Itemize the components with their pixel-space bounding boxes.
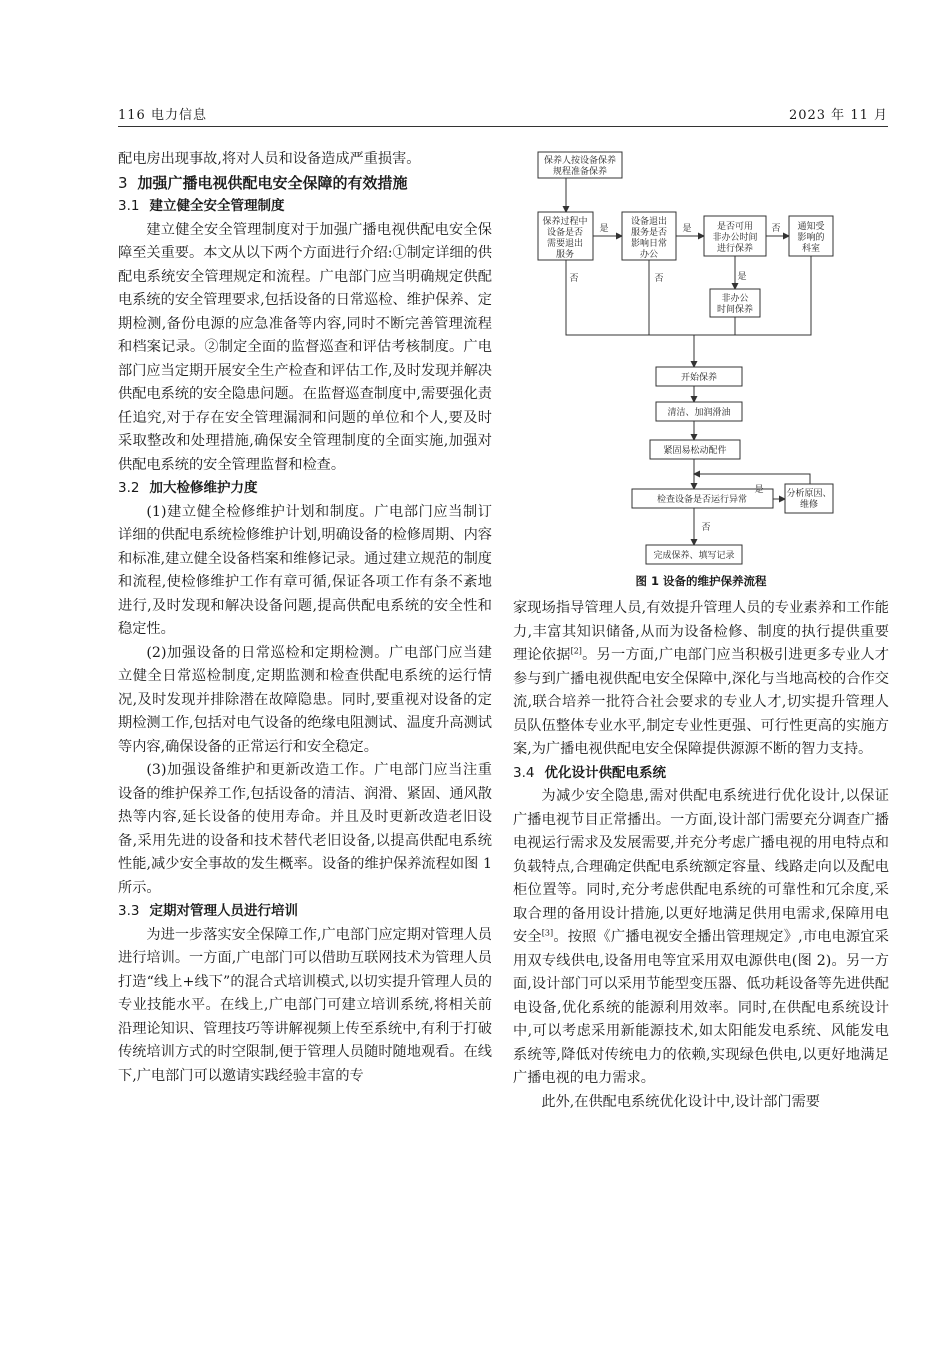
flowchart-svg [513,138,889,570]
no-label: 否 [654,274,664,284]
flow-node-label: 服务是否 [630,228,668,238]
subsection-number: 3.3 [118,903,140,919]
flow-node-label: 影响的 [797,233,825,243]
right-column [513,597,889,1114]
flow-node-label: 通知受 [797,222,825,232]
merge-line [566,256,811,335]
running-header-left: 116 电力信息 [118,108,207,123]
section-heading [118,172,492,196]
subsection-heading [118,900,492,924]
flow-node-label: 清洁、加润滑油 [667,408,731,418]
paragraph: 建立健全安全管理制度对于加强广播电视供配电安全保障至关重要。本文从以下两个方面进行介绍:①制定详细的供配电系统安全管理规定和流程。广电部门应当明确规定供配电系统的安全管理要求,包括设备的日常巡检、维护保养、定期检测,备份电源的应急准备等内容,同时不断完善管理流程和档案记录。②制定全面的监督巡查和评估考核制度。广电部门应当定期开展安全生产检查和评估工作,及时发现并解决供配电系统的安全隐患问题。在监督巡查制度中,需要强化责任追究,对于存在安全管理漏洞和问题的单位和个人,要及时采取整改和处理措施,确保安全管理制度的全面实施,加强对供配电系统的安全管理监督和检查。 [118,221,492,473]
flow-node-label: 紧固易松动配件 [663,446,727,456]
flow-node-label: 进行保养 [716,244,754,254]
flow-node-label: 设备退出 [630,217,668,227]
paragraph: (1)建立健全检修维护计划和制度。广电部门应当制订详细的供配电系统检修维护计划,明确设备的检修周期、内容和标准,建立健全设备档案和维修记录。通过建立规范的制度和流程,使检修维护工作有章可循,保证各项工作有条不紊地进行,及时发现和解决设备问题,提高供配电系统的安全性和稳定性。 [118,503,492,637]
paragraph: 配电房出现事故,将对人员和设备造成严重损害。 [118,151,421,167]
paragraph-text: 。另一方面,广电部门应当积极引进更多专业人才参与到广播电视供配电安全保障中,深化与当地高校的合作交流,联合培养一批符合社会要求的专业人才,切实提升管理人员队伍整体专业水平,制定专业性更强、可行性更高的实施方案,为广播电视供配电安全保障提供源源不断的智力支持。 [513,647,889,757]
subsection-title: 建立健全安全管理制度 [149,198,285,214]
yes-label: 是 [682,224,692,234]
flow-node-label: 完成保养、填写记录 [653,551,735,561]
yes-label: 是 [754,485,764,495]
flow-node-label: 非办公 [721,294,749,304]
flow-node-label: 科室 [801,244,821,254]
subsection-number: 3.1 [118,198,140,214]
paragraph-text: 为减少安全隐患,需对供配电系统进行优化设计,以保证广播电视节目正常播出。一方面,设计部门需要充分调查广播电视运行需求及发展需要,并充分考虑广播电视的用电特点和负载特点,合理确定供配电系统额定容量、线路走向以及配电柜位置等。同时,充分考虑供配电系统的可靠性和冗余度,采取合理的备用设计措施,以更好地满足供用电需求,保障用电安全 [513,788,889,945]
left-column [118,148,492,1088]
flow-node-label: 需要退出 [546,239,584,249]
flow-node-label: 非办公时间 [712,233,758,243]
subsection-title: 优化设计供配电系统 [544,764,666,781]
subsection-number: 3.2 [118,480,140,496]
subsection-title: 定期对管理人员进行培训 [149,903,298,919]
section-number: 3 [118,173,128,192]
subsection-heading [118,195,492,219]
flow-node-label: 保养人按设备保养 [543,156,617,166]
flow-node-label: 开始保养 [680,373,718,383]
paragraph: (2)加强设备的日常巡检和定期检测。广电部门应当建立健全日常巡检制度,定期监测和检查供配电系统的运行情况,及时发现并排除潜在故障隐患。同时,要重视对设备的定期检测工作,包括对电气设备的绝缘电阻测试、温度升高测试等内容,确保设备的正常运行和安全稳定。 [118,644,492,755]
figure-caption: 图 1 设备的维护保养流程 [635,574,767,588]
flow-node-label: 影响日常 [630,239,668,249]
running-header-right: 2023 年 11 月 [788,108,888,123]
flow-node-label: 检查设备是否运行异常 [656,495,748,505]
paragraph: 为进一步落实安全保障工作,广电部门应定期对管理人员进行培训。一方面,广电部门可以借助互联网技术为管理人员打造“线上+线下”的混合式培训模式,以切实提升管理人员的专业技能水平。在线上,广电部门可建立培训系统,将相关前沿理论知识、管理技巧等讲解视频上传至系统中,有利于打破传统培训方式的时空限制,便于管理人员随时随地观看。在线下,广电部门可以邀请实践经验丰富的专 [118,926,492,1084]
subsection-heading [118,477,492,501]
citation: [3] [541,928,554,938]
yes-label: 是 [599,224,609,234]
flow-node-label: 保养过程中 [542,217,588,227]
subsection-heading [513,762,889,786]
flow-node-label: 办公 [639,250,659,260]
figure-1-flowchart [513,138,889,593]
flow-node-label: 是否可用 [716,222,754,232]
flow-node-label: 规程准备保养 [552,167,608,177]
subsection-title: 加大检修维护力度 [149,480,258,496]
flow-node-label: 维修 [799,500,819,510]
section-title: 加强广播电视供配电安全保障的有效措施 [137,173,408,192]
flow-node-label: 服务 [555,250,575,260]
no-label: 否 [701,523,711,533]
no-label: 否 [569,274,579,284]
subsection-number: 3.4 [513,764,535,781]
flow-node-label: 设备是否 [546,228,584,238]
paragraph [513,597,889,762]
loop-back-line [694,474,810,484]
paragraph [513,785,889,1091]
paragraph: (3)加强设备维护和更新改造工作。广电部门应当注重设备的维护保养工作,包括设备的清洁、润滑、紧固、通风散热等内容,延长设备的使用寿命。并且及时更新改造老旧设备,采用先进的设备和技术替代老旧设备,以提高供配电系统性能,减少安全事故的发生概率。设备的维护保养流程如图 1 所示。 [118,762,492,896]
citation: [2] [570,646,582,656]
flow-node-label: 时间保养 [716,305,754,315]
header-rule [118,126,888,127]
yes-label: 是 [737,272,747,282]
flow-node-label: 分析原因、 [786,489,832,499]
paragraph-text: 家现场指导管理人员,有效提升管理人员的专业素养和工作能力,丰富其知识储备,从而为设备检修、制度的执行提供重要理论依据 [513,600,889,663]
paragraph: 此外,在供配电系统优化设计中,设计部门需要 [541,1093,820,1110]
paragraph-text: 。按照《广播电视安全播出管理规定》,市电电源宜采用双专线供电,设备用电等宜采用双电源供电(图 2)。另一方面,设计部门可以采用节能型变压器、低功耗设备等先进供配电设备,优化系统的能源利用效率。同时,在供配电系统设计中,可以考虑采用新能源技术,如太阳能发电系统、风能发电系统等,降低对传统电力的依赖,实现绿色供电,以更好地满足广播电视的电力需求。 [513,929,889,1086]
no-label: 否 [771,224,781,234]
